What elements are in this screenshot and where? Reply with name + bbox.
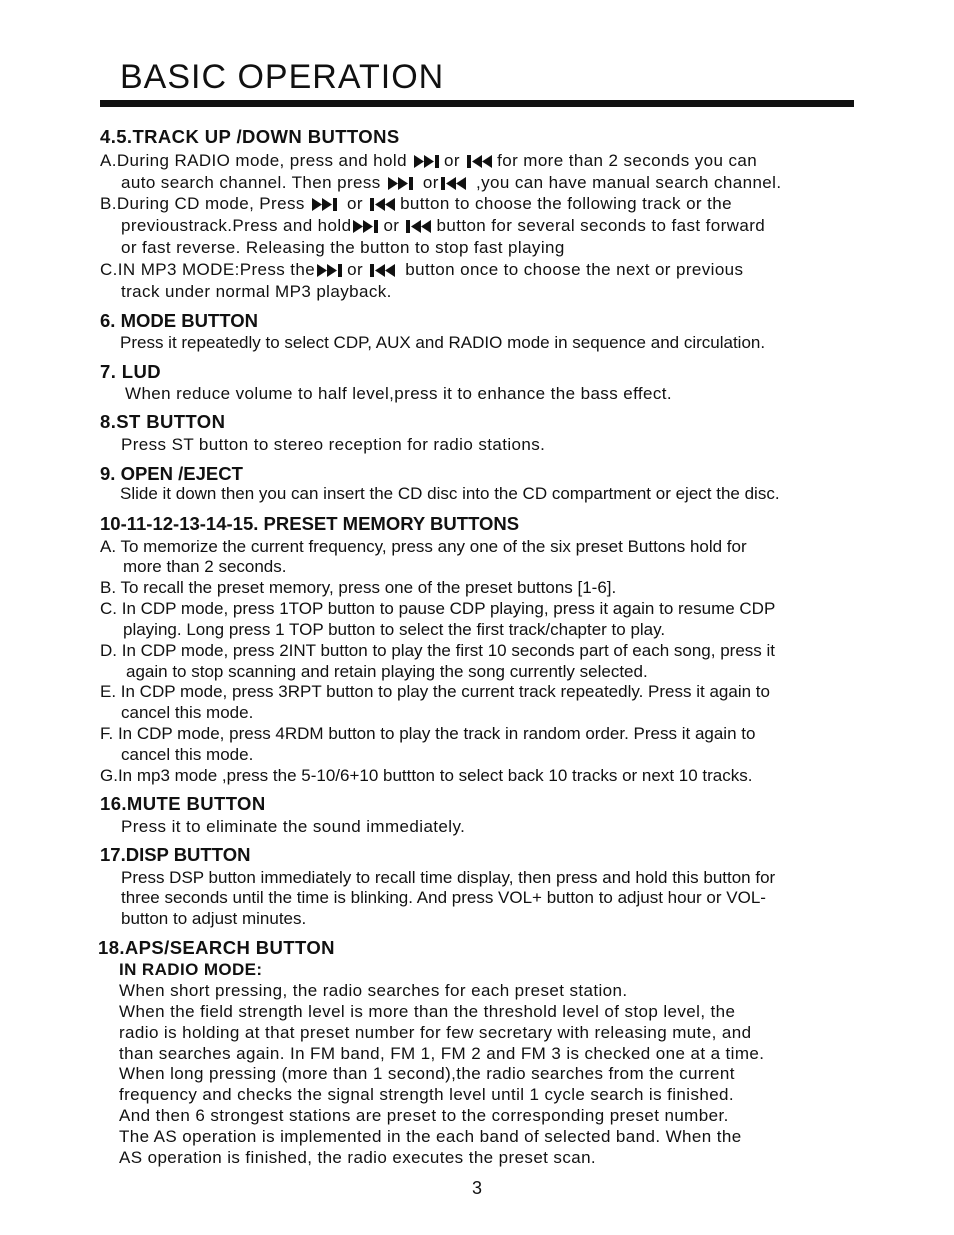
text-span: auto search channel. Then press (121, 173, 386, 192)
aps-line: frequency and checks the signal strength level until 1 cycle search is finished. (119, 1085, 735, 1104)
text-span: or (341, 194, 369, 213)
skip-back-icon (370, 198, 398, 211)
preset-line: C. In CDP mode, press 1TOP button to pause CDP playing, press it again to resume CDP (100, 599, 776, 618)
preset-line: E. In CDP mode, press 3RPT button to play the current track repeatedly. Press it again to (100, 682, 770, 701)
section-heading-mode-button: 6. MODE BUTTON (100, 310, 258, 331)
preset-line: playing. Long press 1 TOP button to select the first track/chapter to play. (123, 620, 666, 639)
skip-forward-icon (312, 198, 340, 211)
track-item-c-line-2: track under normal MP3 playback. (121, 282, 392, 301)
track-item-b-line-2 (121, 216, 765, 236)
section-heading-track-buttons: 4.5.TRACK UP /DOWN BUTTONS (100, 126, 400, 147)
skip-forward-icon (353, 220, 381, 233)
skip-forward-icon (317, 264, 345, 277)
text-span: C.IN MP3 MODE:Press the (100, 260, 316, 279)
text-span: button for several seconds to fast forward (436, 216, 766, 235)
mode-button-text: Press it repeatedly to select CDP, AUX and RADIO mode in sequence and circulation. (120, 333, 766, 352)
text-span: or (383, 216, 405, 235)
disp-line: three seconds until the time is blinking. And press VOL+ button to adjust hour or VOL- (121, 888, 766, 907)
lud-text: When reduce volume to half level,press it to enhance the bass effect. (125, 384, 673, 403)
disp-line: Press DSP button immediately to recall time display, then press and hold this button for (121, 868, 776, 887)
text-span: B.During CD mode, Press (100, 194, 310, 213)
preset-line: A. To memorize the current frequency, press any one of the six preset Buttons hold for (100, 537, 747, 556)
text-span: ,you can have manual search channel. (470, 173, 782, 192)
text-span: or (417, 173, 439, 192)
page-number: 3 (471, 1178, 482, 1198)
aps-line: radio is holding at that preset number for few secretary with releasing mute, and (119, 1023, 752, 1042)
preset-line: B. To recall the preset memory, press one of the preset buttons [1-6]. (100, 578, 617, 597)
section-heading-st-button: 8.ST BUTTON (100, 411, 226, 432)
page-title: BASIC OPERATION (120, 58, 445, 96)
title-rule (100, 100, 854, 107)
text-span: or (444, 151, 466, 170)
text-span: button once to choose the next or previous (400, 260, 744, 279)
skip-back-icon (467, 155, 495, 168)
text-span: previoustrack.Press and hold (121, 216, 352, 235)
section-heading-open-eject: 9. OPEN /EJECT (100, 463, 243, 484)
aps-line: AS operation is finished, the radio executes the preset scan. (119, 1148, 597, 1167)
preset-line: D. In CDP mode, press 2INT button to play the first 10 seconds part of each song, press it (100, 641, 775, 660)
preset-line: G.In mp3 mode ,press the 5-10/6+10 buttton to select back 10 tracks or next 10 tracks. (100, 766, 753, 785)
preset-line: cancel this mode. (121, 745, 254, 764)
aps-line: When short pressing, the radio searches for each preset station. (119, 981, 628, 1000)
preset-line: more than 2 seconds. (123, 557, 287, 576)
section-heading-disp-button: 17.DISP BUTTON (100, 844, 251, 865)
st-button-text: Press ST button to stereo reception for radio stations. (121, 435, 546, 454)
open-eject-text: Slide it down then you can insert the CD disc into the CD compartment or eject the disc. (120, 484, 780, 503)
disp-line: button to adjust minutes. (121, 909, 307, 928)
track-item-b-line-1 (100, 194, 732, 214)
aps-line: The AS operation is implemented in the each band of selected band. When the (119, 1127, 742, 1146)
aps-subheading: IN RADIO MODE: (119, 960, 263, 979)
text-span: for more than 2 seconds you can (497, 151, 758, 170)
aps-line: When long pressing (more than 1 second),the radio searches from the current (119, 1064, 735, 1083)
text-span: or (347, 260, 369, 279)
skip-back-icon (441, 177, 469, 190)
preset-line: F. In CDP mode, press 4RDM button to play the track in random order. Press it again to (100, 724, 756, 743)
text-span: A.During RADIO mode, press and hold (100, 151, 413, 170)
track-item-a-line-2 (121, 173, 781, 193)
skip-back-icon (370, 264, 398, 277)
track-item-b-line-3: or fast reverse. Releasing the button to stop fast playing (121, 238, 565, 257)
preset-line: cancel this mode. (121, 703, 254, 722)
section-heading-mute-button: 16.MUTE BUTTON (100, 793, 266, 814)
skip-forward-icon (388, 177, 416, 190)
track-item-a-line-1 (100, 151, 757, 171)
skip-back-icon (406, 220, 434, 233)
aps-line: When the field strength level is more than the threshold level of stop level, the (119, 1002, 736, 1021)
track-item-c-line-1 (100, 260, 743, 280)
section-heading-preset-memory: 10-11-12-13-14-15. PRESET MEMORY BUTTONS (100, 513, 520, 534)
section-heading-lud: 7. LUD (100, 361, 161, 382)
aps-line: And then 6 strongest stations are preset to the corresponding preset number. (119, 1106, 729, 1125)
preset-line: again to stop scanning and retain playing the song currently selected. (126, 662, 648, 681)
aps-line: than searches again. In FM band, FM 1, FM 2 and FM 3 is checked one at a time. (119, 1044, 765, 1063)
skip-forward-icon (414, 155, 442, 168)
section-heading-aps-search: 18.APS/SEARCH BUTTON (98, 937, 335, 958)
text-span: button to choose the following track or the (400, 194, 732, 213)
mute-button-text: Press it to eliminate the sound immediately. (121, 817, 466, 836)
